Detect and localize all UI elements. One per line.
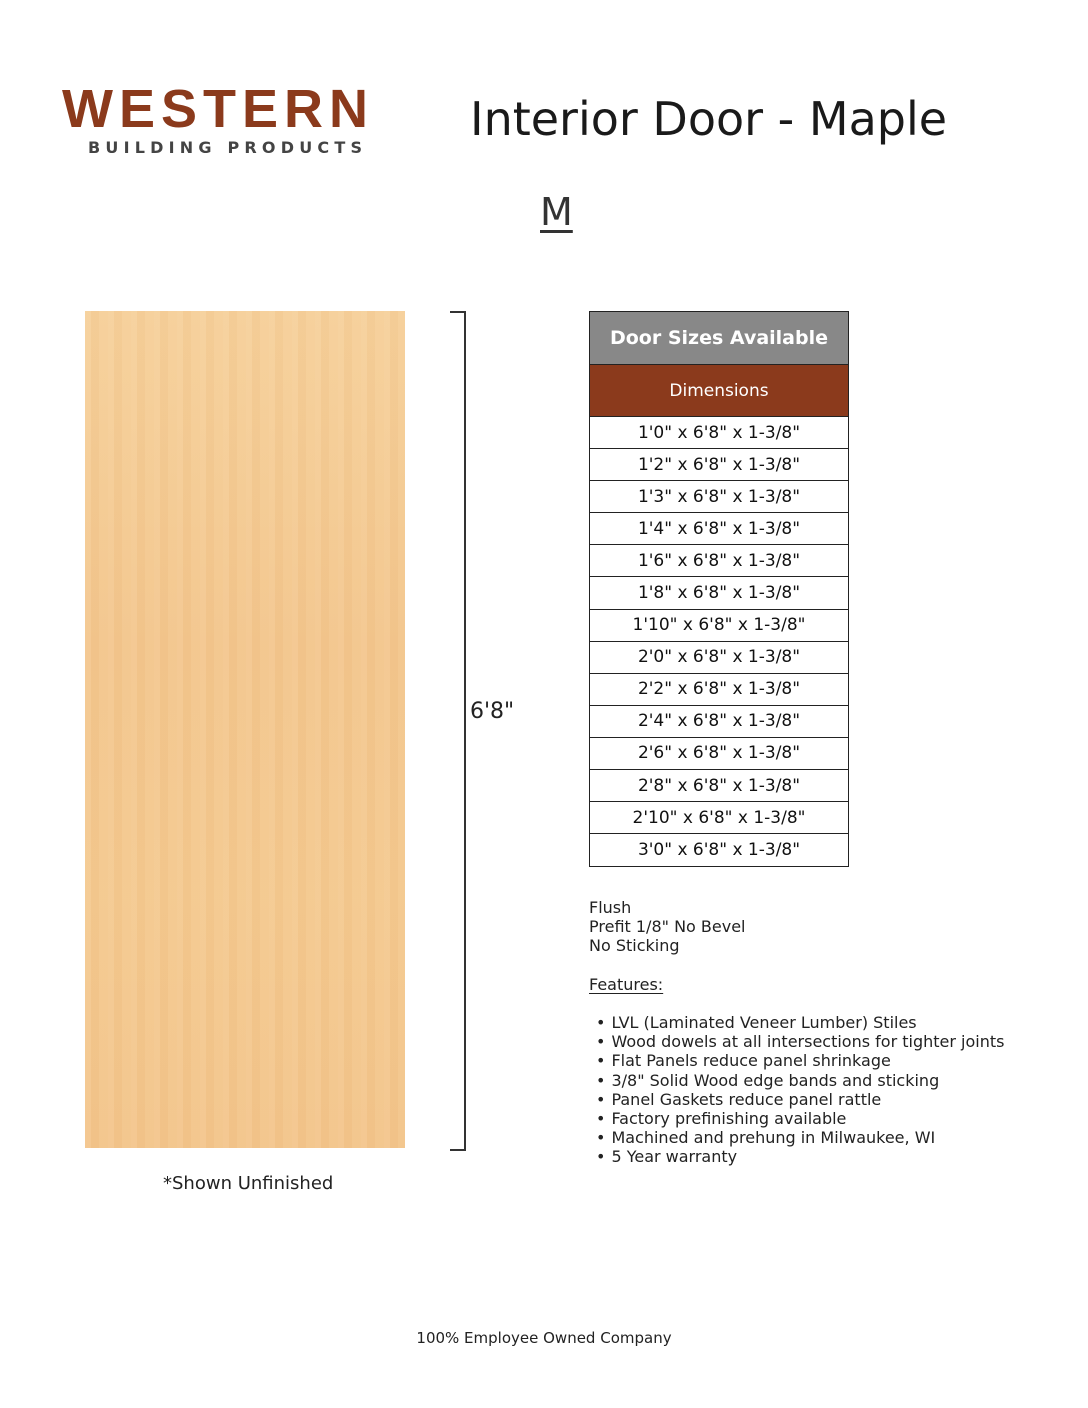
- door-specs: [589, 898, 746, 955]
- table-row: 1'3" x 6'8" x 1-3/8": [590, 481, 848, 513]
- list-item: • 3/8" Solid Wood edge bands and sticking: [596, 1071, 1004, 1090]
- table-row: 2'2" x 6'8" x 1-3/8": [590, 674, 848, 706]
- table-row: 2'0" x 6'8" x 1-3/8": [590, 642, 848, 674]
- table-column-header: Dimensions: [590, 365, 848, 417]
- list-item: • Panel Gaskets reduce panel rattle: [596, 1090, 1004, 1109]
- table-row: 2'6" x 6'8" x 1-3/8": [590, 738, 848, 770]
- height-dimension-label: 6'8": [470, 699, 515, 724]
- logo-tagline: BUILDING PRODUCTS: [88, 138, 368, 157]
- door-sizes-table: [589, 311, 849, 867]
- logo-wordmark: WESTERN: [62, 79, 374, 139]
- list-item: • Machined and prehung in Milwaukee, WI: [596, 1128, 1004, 1147]
- table-row: 1'6" x 6'8" x 1-3/8": [590, 545, 848, 577]
- company-logo: [62, 79, 432, 157]
- table-row: 2'10" x 6'8" x 1-3/8": [590, 802, 848, 834]
- list-item: • Flat Panels reduce panel shrinkage: [596, 1051, 1004, 1070]
- table-row: 1'10" x 6'8" x 1-3/8": [590, 610, 848, 642]
- door-caption: *Shown Unfinished: [163, 1173, 334, 1194]
- table-row: 2'8" x 6'8" x 1-3/8": [590, 770, 848, 802]
- table-row: 3'0" x 6'8" x 1-3/8": [637, 840, 801, 861]
- table-row: 2'4" x 6'8" x 1-3/8": [590, 706, 848, 738]
- list-item: • Wood dowels at all intersections for tighter joints: [596, 1032, 1004, 1051]
- table-title: Door Sizes Available: [590, 312, 848, 365]
- list-item: • 5 Year warranty: [596, 1147, 1004, 1166]
- table-row: 1'4" x 6'8" x 1-3/8": [590, 513, 848, 545]
- door-image: [85, 311, 405, 1148]
- model-code: M: [540, 190, 573, 234]
- spec-prefit: Prefit 1/8" No Bevel: [589, 917, 746, 936]
- table-row: 1'8" x 6'8" x 1-3/8": [590, 577, 848, 609]
- table-row: 1'0" x 6'8" x 1-3/8": [590, 417, 848, 449]
- footer-text: 100% Employee Owned Company: [416, 1329, 672, 1347]
- list-item: • Factory prefinishing available: [596, 1109, 1004, 1128]
- height-dimension-bracket: [450, 311, 466, 1151]
- features-list: [596, 1013, 1004, 1167]
- spec-style: Flush: [589, 898, 632, 917]
- page-title: Interior Door - Maple: [470, 92, 948, 146]
- spec-sticking: No Sticking: [589, 936, 680, 955]
- table-row: 1'2" x 6'8" x 1-3/8": [590, 449, 848, 481]
- list-item: • LVL (Laminated Veneer Lumber) Stiles: [596, 1013, 1004, 1032]
- features-heading: Features:: [589, 975, 664, 994]
